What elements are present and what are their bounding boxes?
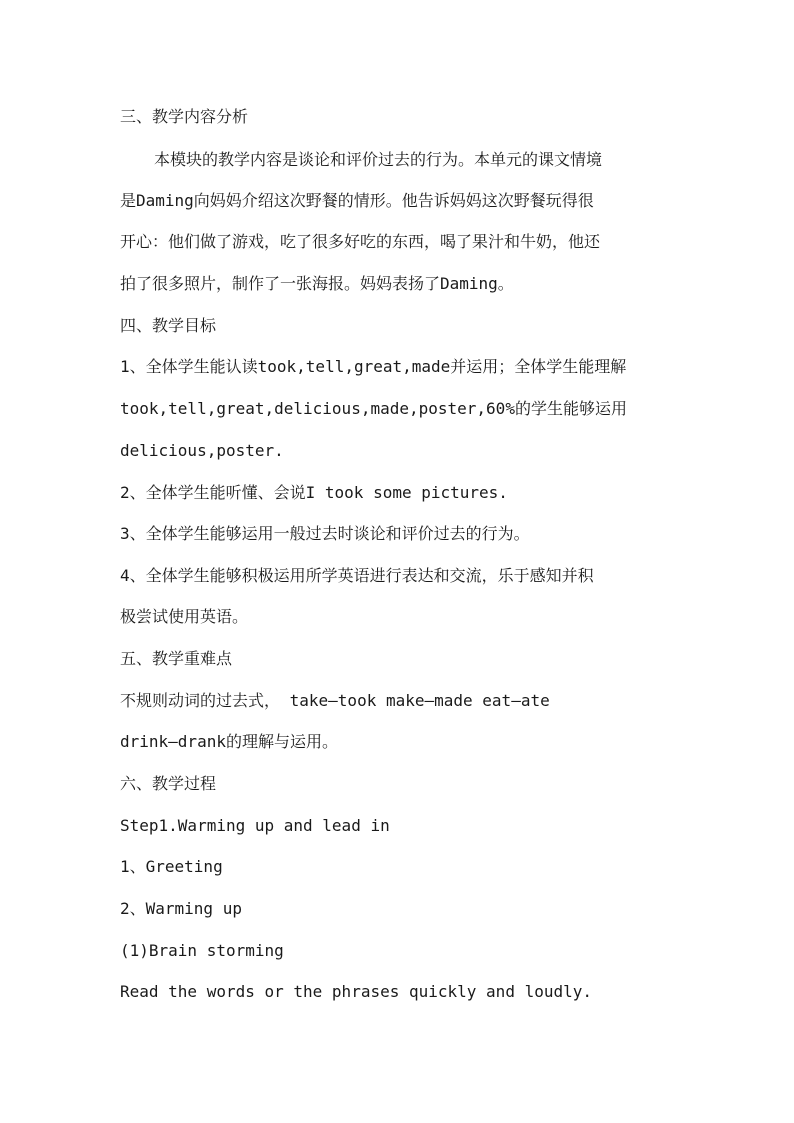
process-instruction: Read the words or the phrases quickly and loudly. — [120, 982, 593, 1001]
process-item: (1)Brain storming — [120, 941, 284, 960]
goal-line: delicious,poster. — [120, 441, 284, 460]
paragraph-line: 拍了很多照片，制作了一张海报。妈妈表扬了Daming。 — [120, 274, 514, 293]
section-heading-teaching-goals: 四、教学目标 — [120, 316, 217, 335]
key-points-line: drink—drank的理解与运用。 — [120, 732, 338, 751]
goal-line: 1、全体学生能认读took,tell,great,made并运用；全体学生能理解 — [120, 357, 627, 376]
paragraph-line: 是Daming向妈妈介绍这次野餐的情形。他告诉妈妈这次野餐玩得很 — [120, 191, 594, 210]
goal-line: 4、全体学生能够积极运用所学英语进行表达和交流，乐于感知并积 — [120, 566, 594, 585]
goal-line: 2、全体学生能听懂、会说I took some pictures. — [120, 483, 508, 502]
section-heading-key-points: 五、教学重难点 — [120, 649, 233, 668]
section-heading-content-analysis: 三、教学内容分析 — [120, 107, 249, 126]
step-heading: Step1.Warming up and lead in — [120, 816, 390, 835]
process-item: 2、Warming up — [120, 899, 242, 918]
paragraph-line: 开心：他们做了游戏，吃了很多好吃的东西，喝了果汁和牛奶，他还 — [120, 232, 601, 251]
goal-line: took,tell,great,delicious,made,poster,60%的学生能够运用 — [120, 399, 627, 418]
paragraph-line: 本模块的教学内容是谈论和评价过去的行为。本单元的课文情境 — [154, 150, 603, 169]
goal-line: 极尝试使用英语。 — [120, 607, 249, 626]
process-item: 1、Greeting — [120, 857, 223, 876]
goal-line: 3、全体学生能够运用一般过去时谈论和评价过去的行为。 — [120, 524, 530, 543]
key-points-line: 不规则动词的过去式， take—took make—made eat—ate — [120, 691, 550, 710]
section-heading-teaching-process: 六、教学过程 — [120, 774, 217, 793]
